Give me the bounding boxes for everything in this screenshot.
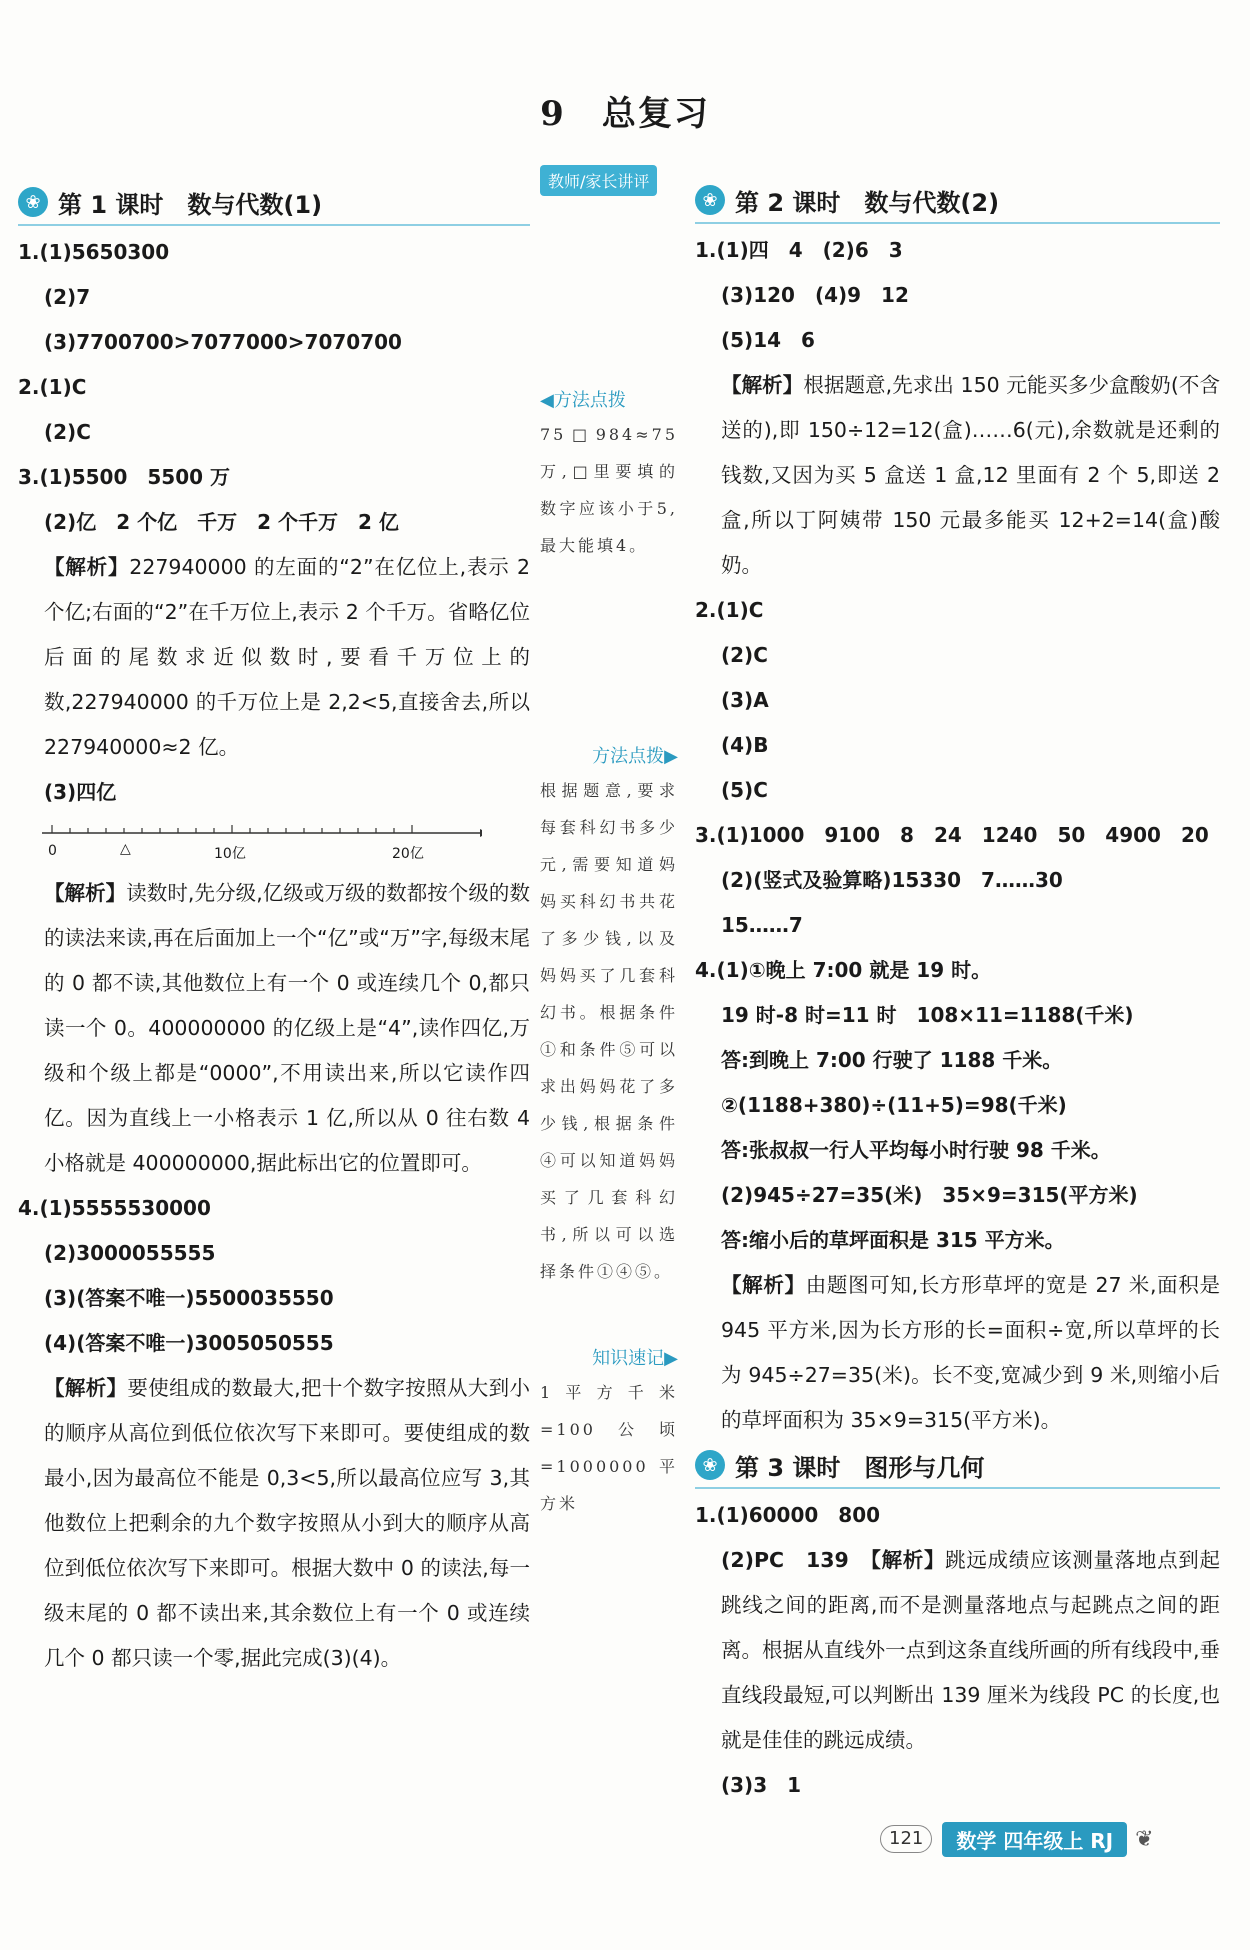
analysis-tag: 【解析】: [870, 1548, 946, 1572]
page-title: 9 总复习: [540, 94, 710, 134]
answer-line: (3)120 (4)9 12: [721, 283, 909, 307]
answer-line: (5)14 6: [721, 328, 815, 352]
answer-line: (4)B: [721, 733, 769, 757]
answer-line: 1.(1)四 4 (2)6 3: [695, 238, 903, 262]
tick-label-10: 10亿: [214, 846, 246, 862]
right-column: [695, 178, 1220, 1808]
answer-line: 3.(1)1000 9100 8 24 1240 50 4900 20: [695, 823, 1209, 847]
answer-line: 1.(1)5650300: [18, 240, 170, 264]
page-number: 121: [880, 1825, 932, 1853]
answer-list: [18, 230, 530, 545]
method-tip-header: 方法点拨▶: [592, 746, 678, 767]
method-tip-header: ◀方法点拨: [540, 390, 626, 411]
analysis-paragraph: [18, 871, 530, 1186]
answer-line: 19 时-8 时=11 时 108×11=1188(千米): [721, 1003, 1134, 1027]
maple-leaf-icon: ❦: [1135, 1826, 1154, 1852]
leaf-icon: ❀: [695, 185, 725, 215]
analysis-text: 跳远成绩应该测量落地点到起跳线之间的距离,而不是测量落地点与起跳点之间的距离。根据从直线外一点到这条直线所画的所有线段中,垂直线段最短,可以判断出 139 厘米为线段 PC 的长度,也就是佳佳的跳远成绩。: [721, 1548, 1220, 1752]
answer-line: 4.(1)5555530000: [18, 1196, 211, 1220]
analysis-text: 由题图可知,长方形草坪的宽是 27 米,面积是 945 平方米,因为长方形的长=面积÷宽,所以草坪的长为 945÷27=35(米)。长不变,宽减少到 9 米,则缩小后的草坪面积为 35×9=315(平方米)。: [721, 1273, 1221, 1432]
tick-label-0: 0: [48, 843, 57, 859]
answer-list: [695, 588, 1220, 1263]
answer-line: (2)(竖式及验算略)15330 7……30: [721, 868, 1063, 892]
analysis-paragraph: [18, 545, 530, 770]
analysis-tag: 【解析】: [44, 881, 127, 905]
answer-line: (3)四亿: [44, 780, 117, 804]
answer-line: (2)C: [44, 420, 91, 444]
leaf-icon: ❀: [695, 1450, 725, 1480]
analysis-text: 读数时,先分级,亿级或万级的数都按个级的数的读法来读,再在后面加上一个“亿”或“万”字,每级末尾的 0 都不读,其他数位上有一个 0 或连续几个 0,都只读一个 0。400000000 的亿级上是“4”,读作四亿,万级和个级上都是“0000”,不用读出来,所以它读作四亿。因为直线上一小格表示 1 亿,所以从 0 往右数 4 小格就是 400000000,据此标出它的位置即可。: [44, 881, 531, 1175]
answer-line: 2.(1)C: [18, 375, 87, 399]
answer-line: (4)(答案不唯一)3005050555: [44, 1331, 334, 1355]
section-title: 第 2 课时 数与代数(2): [735, 188, 1000, 217]
answer-line: (3)A: [721, 688, 769, 712]
answer-line: 15……7: [721, 913, 803, 937]
answer-line: (3)(答案不唯一)5500035550: [44, 1286, 334, 1310]
sidebar-column: [540, 165, 678, 1522]
method-tip-text: 根据题意,要求每套科幻书多少元,需要知道妈妈买科幻书共花了多少钱,以及妈妈买了几套科幻书。根据条件①和条件⑤可以求出妈妈花了多少钱,根据条件④可以知道妈妈买了几套科幻书,所以可以选择条件①④⑤。: [540, 781, 678, 1281]
answer-line: ②(1188+380)÷(11+5)=98(千米): [721, 1093, 1067, 1117]
answer-line: (3)3 1: [721, 1773, 802, 1797]
analysis-tag: 【解析】: [44, 555, 130, 579]
answer-line: (2)C: [721, 643, 768, 667]
marker-triangle: △: [120, 841, 131, 857]
section-header-lesson-1: [18, 180, 530, 226]
analysis-paragraph: [695, 363, 1220, 588]
section-title: 第 1 课时 数与代数(1): [58, 190, 323, 219]
answer-line: (2)7: [44, 285, 91, 309]
knowledge-tip-header: 知识速记▶: [592, 1348, 678, 1369]
answer-line: 4.(1)①晚上 7:00 就是 19 时。: [695, 958, 992, 982]
leaf-icon: ❀: [18, 187, 48, 217]
analysis-tag: 【解析】: [44, 1376, 128, 1400]
knowledge-tip-text: 1平方千米=100公顷=1000000平方米: [540, 1383, 678, 1513]
left-column: [18, 180, 530, 1681]
analysis-paragraph: [695, 1263, 1220, 1443]
answer-list: [18, 1186, 530, 1366]
answer-line: 1.(1)60000 800: [695, 1503, 881, 1527]
analysis-tag: 【解析】: [721, 373, 804, 397]
answer-line: (2)3000055555: [44, 1241, 216, 1265]
analysis-paragraph: [695, 1538, 1220, 1763]
section-header-lesson-3: [695, 1443, 1220, 1489]
analysis-text: 要使组成的数最大,把十个数字按照从大到小的顺序从高位到低位依次写下来即可。要使组成的数最小,因为最高位不能是 0,3<5,所以最高位应写 3,其他数位上把剩余的九个数字按照从小到大的顺序从高位到低位依次写下来即可。根据大数中 0 的读法,每一级末尾的 0 都不读出来,其余数位上有一个 0 或连续几个 0 都只读一个零,据此完成(3)(4)。: [44, 1376, 531, 1670]
section-title: 第 3 课时 图形与几何: [735, 1453, 985, 1482]
book-label: 数学 四年级上 RJ: [942, 1822, 1127, 1857]
section-header-lesson-2: [695, 178, 1220, 224]
answer-line: 答:张叔叔一行人平均每小时行驶 98 千米。: [721, 1138, 1111, 1162]
number-line: [42, 815, 482, 871]
teacher-parent-badge: 教师/家长讲评: [540, 165, 657, 196]
analysis-tag: 【解析】: [721, 1273, 806, 1297]
answer-line: (5)C: [721, 778, 768, 802]
answer-inline: (2)PC 139: [721, 1548, 871, 1572]
answer-line: 3.(1)5500 5500 万: [18, 465, 231, 489]
analysis-text: 227940000 的左面的“2”在亿位上,表示 2 个亿;右面的“2”在千万位上,表示 2 个千万。省略亿位后面的尾数求近似数时,要看千万位上的数,227940000 的千万位上是 2,2<5,直接舍去,所以 227940000≈2 亿。: [44, 555, 531, 759]
page-footer: [880, 1822, 1220, 1856]
answer-list: [695, 1493, 1220, 1538]
answer-line: 答:到晚上 7:00 行驶了 1188 千米。: [721, 1048, 1063, 1072]
method-tip-text: 75□984≈75万,□里要填的数字应该小于5,最大能填4。: [540, 425, 678, 555]
answer-line: (2)945÷27=35(米) 35×9=315(平方米): [721, 1183, 1138, 1207]
analysis-paragraph: [18, 1366, 530, 1681]
analysis-text: 根据题意,先求出 150 元能买多少盒酸奶(不含送的),即 150÷12=12(盒)……6(元),余数就是还剩的钱数,又因为买 5 盒送 1 盒,12 里面有 2 个 5,即送 2 盒,所以丁阿姨带 150 元最多能买 12+2=14(盒)酸奶。: [721, 373, 1220, 577]
answer-line: 答:缩小后的草坪面积是 315 平方米。: [721, 1228, 1065, 1252]
answer-list: [695, 228, 1220, 363]
answer-line: (2)亿 2 个亿 千万 2 个千万 2 亿: [44, 510, 399, 534]
answer-line: (3)7700700>7077000>7070700: [44, 330, 402, 354]
answer-line: 2.(1)C: [695, 598, 764, 622]
tick-label-20: 20亿: [392, 846, 424, 862]
